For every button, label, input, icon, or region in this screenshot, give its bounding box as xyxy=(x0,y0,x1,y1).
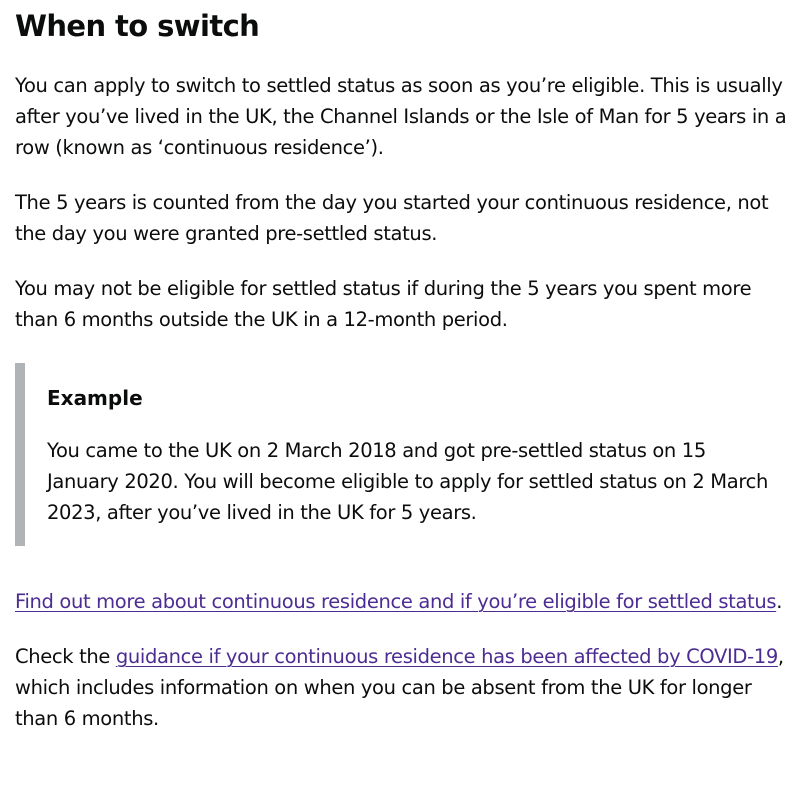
paragraph-continuous-residence-link xyxy=(15,586,788,617)
paragraph-covid-guidance xyxy=(15,641,788,734)
continuous-residence-suffix: . xyxy=(776,590,783,613)
example-text: You came to the UK on 2 March 2018 and got pre-settled status on 15 January 2020. You will become eligible to apply for settled status on 2 March 2023, after you’ve lived in the UK for 5 years. xyxy=(47,439,768,524)
paragraph-absence: You may not be eligible for settled status if during the 5 years you spent more than 6 months outside the UK in a 12-month period. xyxy=(15,277,752,331)
example-inset xyxy=(15,363,788,546)
check-suffix: , which includes information on when you can be absent from the UK for longer than 6 months. xyxy=(15,645,784,730)
check-prefix: Check the xyxy=(15,645,116,668)
section-heading: When to switch xyxy=(15,9,260,43)
paragraph-eligibility: You can apply to switch to settled status as soon as you’re eligible. This is usually after you’ve lived in the UK, the Channel Islands or the Isle of Man for 5 years in a row (known as ‘continuous residence’). xyxy=(15,74,787,159)
paragraph-counting: The 5 years is counted from the day you started your continuous residence, not the day you were granted pre-settled status. xyxy=(15,191,769,245)
covid-guidance-link[interactable]: guidance if your continuous residence has been affected by COVID-19 xyxy=(115,645,778,668)
example-heading: Example xyxy=(47,386,143,410)
continuous-residence-link[interactable]: Find out more about continuous residence and if you’re eligible for settled status xyxy=(15,590,777,613)
